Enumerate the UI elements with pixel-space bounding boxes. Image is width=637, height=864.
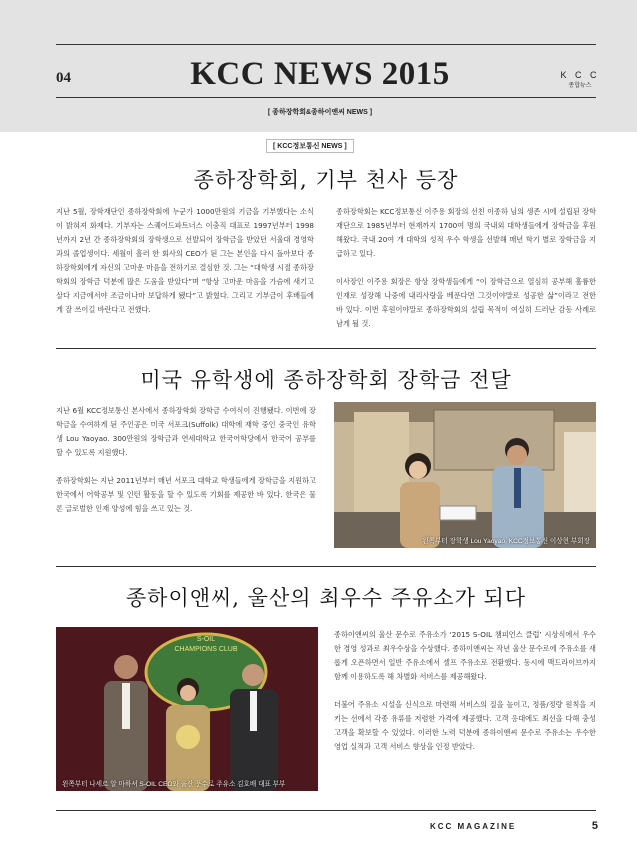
article1-col1-paragraph: 지난 5월, 장학재단인 종하장학회에 누군가 1000만원의 기금을 기부했다는 소식이 밝혀져 화제다. 기부자는 스퀘어드파트너스 이충직 대표로 1997년부터 1998년까지 2년 간 종하장학회의 장학생으로 선발되어 장학금을 받았던 서울대 경영학과의 졸업생이다. 세월이 흘러 한 회사의 CEO가 된 그는 본인을 다시 돌아보다 종하장학회에게 자신의 고마운 마음을 전하기로 결심한 것. 그는 “대학생 시절 종하장학회의 장학금 덕분에 많은 도움을 받았다”며 “항상 고마운 마음을 가슴에 새기고 살다 지금에서야 조금이나마 보답하게 됐다”고 밝혔다. 그리고 기부금이 후배들에게 잘 쓰이길 바란다고 전했다. — [56, 207, 314, 314]
article3-photo-caption: 왼쪽부터 나세르 알 마하셔 S-OIL CEO와 울산 문수로 주유소 김호배 대표 부부 — [62, 781, 286, 788]
article2-paragraph-2: 종하장학회는 지난 2011년부터 매년 서포크 대학교 학생들에게 장학금을 지원하고 한국에서 어학공부 및 인턴 활동을 할 수 있도록 기회를 제공한 바 있다. 한국은 물론 글로벌한 인재 양성에 힘을 쓰고 있는 것. — [56, 476, 316, 513]
article2-headline: 미국 유학생에 종하장학회 장학금 전달 — [140, 368, 512, 392]
article2-photo — [334, 402, 596, 548]
footer — [430, 822, 598, 831]
header-top-rule — [56, 44, 596, 45]
brand-mark — [560, 70, 600, 92]
divider-1 — [56, 348, 596, 349]
article3-headline: 종하이앤씨, 울산의 최우수 주유소가 되다 — [125, 586, 527, 610]
article2-paragraph-1: 지난 6월 KCC정보통신 본사에서 종하장학회 장학금 수여식이 진행됐다. 이번에 장학금을 수여하게 된 주인공은 미국 서포크(Suffolk) 대학에 재학 중인 중국인 유학생 Lou Yaoyao. 300만원의 장학금과 연세대학교 한국어학당에서 한국어 공부를 할 수 있도록 지원했다. — [56, 406, 316, 457]
article-tag: [ KCC정보통신 NEWS ] — [266, 139, 354, 153]
article2-text — [56, 404, 316, 530]
article1-col2 — [336, 205, 596, 345]
article1-headline: 종하장학회, 기부 천사 등장 — [193, 168, 459, 192]
section-label: [ 종하장학회&종하이앤씨 NEWS ] — [267, 109, 373, 116]
brand-top: K C C — [560, 70, 600, 80]
banner-line-1: S-OIL — [196, 636, 216, 643]
page-number: 04 — [56, 70, 71, 86]
footer-magazine: KCC MAGAZINE — [430, 822, 517, 831]
article2-photo-caption: 왼쪽부터 장학생 Lou Yaoyao, KCC정보통신 이상현 부회장 — [422, 538, 590, 545]
header-bottom-rule — [56, 97, 596, 98]
article3-photo — [56, 627, 318, 791]
award-ceremony-image — [56, 627, 318, 791]
article1-col1 — [56, 205, 314, 331]
page-title: KCC NEWS 2015 — [190, 56, 450, 92]
article3-paragraph-2: 더불어 주유소 시설을 신식으로 마련해 서비스의 질을 높이고, 정품/정량 원칙을 지키는 선에서 각종 유류를 저렴한 가격에 제공했다. 고객 응대에도 최선을 다해 충성 고객을 확보할 수 있었다. 이러한 노력 덕분에 종하이앤씨 문수로 주유소는 우수한 영업 실적과 고객 서비스 향상을 인정 받았다. — [334, 700, 596, 751]
divider-3 — [56, 810, 596, 811]
article1-col2-paragraph-1: 종하장학회는 KCC정보통신 이주용 회장의 선친 이종하 님의 생존 시에 설립된 장학재단으로 1985년부터 현재까지 1700여 명의 국내외 대학생들에게 장학금을 후원해왔다. 국내 20여 개 대학의 성적 우수 학생을 선발해 매년 학기 별로 장학금을 지급하고 있다. — [336, 207, 596, 258]
article3-text — [334, 628, 596, 768]
brand-bottom: 종합뉴스 — [568, 83, 592, 89]
article1-col2-paragraph-2: 이사장인 이주용 회장은 항상 장학생들에게 “이 장학금으로 열심히 공부해 훌륭한 인재로 성장해 나중에 내리사랑을 베푼다면 그것이야말로 성공한 삶”이라고 전한 바 있다. 이번 후원이야말로 종하장학회의 설립 목적이 여실히 드러난 감동 사례로 남게 될 것. — [336, 277, 596, 328]
article3-paragraph-1: 종하이앤씨의 울산 문수로 주유소가 ‘2015 S-OIL 챔피언스 클럽’ 시상식에서 우수한 경영 성과로 최우수상을 수상했다. 종하이앤씨는 작년 울산 문수로에 주유소를 새롭게 오픈하면서 일반 주유소에서 셀프 주유소로 전환했다. 동시에 맥드라이브까지 함께 이용하도록 해 차별화 서비스를 제공해왔다. — [334, 630, 596, 681]
footer-page-number: 5 — [591, 820, 598, 832]
banner-line-2: CHAMPIONS CLUB — [174, 646, 238, 653]
divider-2 — [56, 566, 596, 567]
scholarship-ceremony-image — [334, 402, 596, 548]
